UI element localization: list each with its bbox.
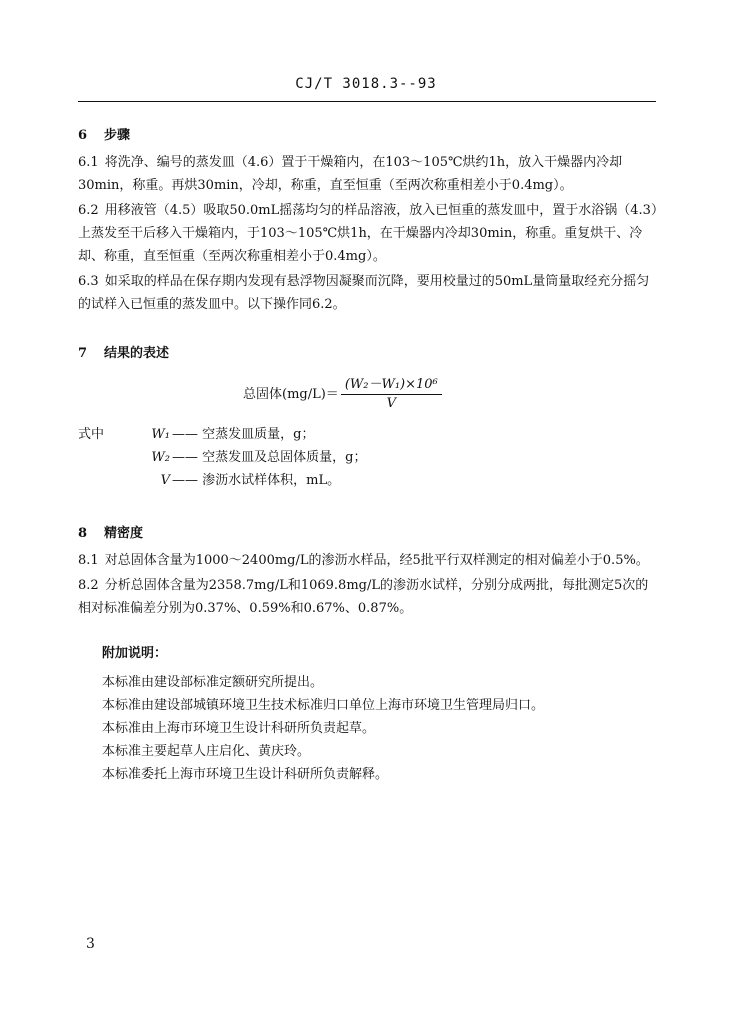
- clause-6-3: 6.3 如采取的样品在保存期内发现有悬浮物因凝聚而沉降，要用校量过的50mL量筒量取经充分摇匀的试样入已恒重的蒸发皿中。以下操作同6.2。: [78, 274, 650, 312]
- section-number: 6: [78, 128, 88, 143]
- header-rule: [78, 101, 656, 102]
- note-line: 本标准由上海市环境卫生设计科研所负责起草。: [102, 721, 376, 736]
- note-line: 本标准主要起草人庄启化、黄庆玲。: [102, 744, 311, 759]
- formula-lhs: 总固体(mg/L)＝: [243, 386, 339, 402]
- standard-code-header: CJ/T 3018.3--93: [295, 76, 437, 92]
- variable-row: V —— 渗沥水试样体积，mL。: [160, 473, 341, 488]
- clause-8-1: 8.1 对总固体含量为1000～2400mg/L的渗沥水样品，经5批平行双样测定的相对偏差小于0.5%。: [78, 553, 649, 568]
- note-line: 本标准委托上海市环境卫生设计科研所负责解释。: [102, 767, 389, 782]
- formula-denominator: V: [386, 396, 396, 411]
- formula-fraction: [341, 373, 442, 411]
- section-title: 精密度: [104, 526, 144, 541]
- section-8-heading: [78, 522, 658, 541]
- additional-notes-title: 附加说明：: [102, 646, 168, 661]
- clause-6-1: 6.1 将洗净、编号的蒸发皿（4.6）置于干燥箱内，在103～105℃烘约1h，放入干燥器内冷却30min，称重。再烘30min，冷却，称重，直至恒重（至两次称重相差小于0.4mg）。: [78, 155, 623, 193]
- section-title: 结果的表述: [104, 346, 170, 361]
- section-7-heading: [78, 342, 658, 361]
- document-body: [78, 118, 658, 786]
- section-number: 8: [78, 526, 88, 541]
- variable-definitions: [78, 423, 658, 492]
- formula-numerator: (W₂－W₁)×10⁶: [341, 373, 442, 395]
- note-line: 本标准由建设部标准定额研究所提出。: [102, 675, 324, 690]
- section-6-heading: [78, 124, 658, 143]
- additional-notes: [102, 642, 658, 786]
- variable-row: W₂ —— 空蒸发皿及总固体质量，g；: [151, 450, 367, 465]
- total-solids-formula: [243, 369, 658, 415]
- page-number: 3: [86, 936, 95, 952]
- variable-row: 式中 W₁ —— 空蒸发皿质量，g；: [78, 423, 658, 446]
- section-number: 7: [78, 346, 88, 361]
- section-title: 步骤: [104, 128, 131, 143]
- clause-6-2: 6.2 用移液管（4.5）吸取50.0mL摇荡均匀的样品溶液，放入已恒重的蒸发皿中，置于水浴锅（4.3）上蒸发至干后移入干燥箱内，于103～105℃烘1h，在干燥器内冷却30min，称重。重复烘干、冷却、称重，直至恒重（至两次称重相差小于0.4mg）。: [78, 203, 658, 264]
- clause-8-2: 8.2 分析总固体含量为2358.7mg/L和1069.8mg/L的渗沥水试样，分别分成两批，每批测定5次的相对标准偏差分别为0.37%、0.59%和0.67%、0.87%。: [78, 578, 649, 616]
- where-label: 式中: [78, 427, 105, 442]
- note-line: 本标准由建设部城镇环境卫生技术标准归口单位上海市环境卫生管理局归口。: [102, 698, 545, 713]
